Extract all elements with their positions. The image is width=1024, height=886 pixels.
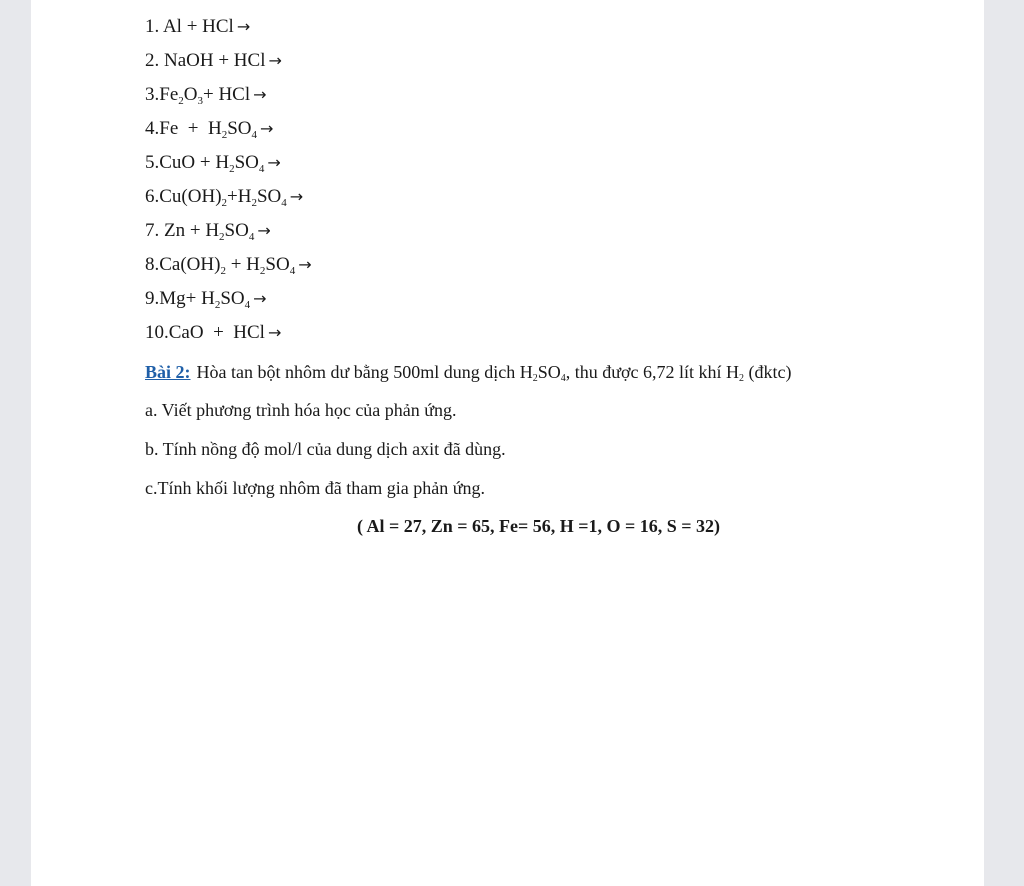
equation-text: Mg+ H	[159, 288, 215, 309]
subscript: 4	[281, 197, 287, 209]
equation-8	[145, 254, 312, 276]
equation-text: Fe	[159, 84, 179, 105]
equation-number: 6.	[145, 186, 160, 207]
equation-text: NaOH + HCl	[159, 50, 266, 71]
equation-10	[145, 322, 281, 344]
equation-number: 1.	[145, 16, 160, 37]
document-page	[31, 0, 984, 886]
arrow-icon: →	[253, 289, 267, 308]
equation-text: CaO + HCl	[168, 322, 265, 343]
subscript: 4	[560, 373, 566, 384]
arrow-icon: →	[253, 85, 267, 104]
equation-number: 2.	[145, 50, 160, 71]
subscript: 4	[244, 299, 251, 311]
exercise-2-text: SO	[537, 362, 561, 382]
equation-text: + H	[225, 254, 260, 275]
arrow-icon: →	[289, 187, 304, 206]
arrow-icon: →	[267, 153, 281, 172]
arrow-icon: →	[259, 119, 274, 138]
equation-9	[145, 288, 267, 310]
equation-3	[145, 84, 267, 106]
equation-number: 10.	[145, 322, 169, 343]
equation-text: SO	[224, 220, 249, 241]
subscript: 2	[251, 197, 257, 209]
equation-text: Cu(OH)	[159, 186, 222, 207]
subscript: 2	[532, 373, 538, 384]
equation-4	[145, 118, 273, 140]
equation-2	[145, 50, 282, 72]
equation-text: CuO + H	[159, 152, 230, 173]
equation-number: 9.	[145, 288, 160, 309]
question-a: a. Viết phương trình hóa học của phản ứng.	[145, 400, 457, 420]
subscript: 4	[289, 265, 296, 277]
equation-text: + HCl	[202, 84, 251, 105]
exercise-2-text: (đktc)	[744, 362, 792, 382]
equation-text: Ca(OH)	[159, 254, 221, 275]
exercise-2-label: Bài 2:	[145, 362, 191, 382]
equation-text: O	[183, 84, 198, 105]
arrow-icon: →	[236, 17, 251, 36]
subscript: 3	[197, 95, 203, 107]
arrow-icon: →	[268, 51, 282, 70]
equation-number: 7.	[145, 220, 160, 241]
equation-text: +H	[227, 186, 252, 207]
equation-text: SO	[265, 254, 290, 275]
subscript: 2	[214, 299, 221, 311]
equation-number: 8.	[145, 254, 160, 275]
subscript: 4	[251, 129, 257, 141]
subscript: 4	[248, 231, 255, 243]
subscript: 2	[259, 265, 266, 277]
equation-7	[145, 220, 271, 242]
subscript: 2	[220, 265, 226, 277]
equation-text: SO	[220, 288, 245, 309]
question-b: b. Tính nồng độ mol/l của dung dịch axit đã dùng.	[145, 439, 506, 459]
arrow-icon: →	[257, 221, 271, 240]
equation-number: 5.	[145, 152, 160, 173]
equation-1	[145, 16, 250, 38]
arrow-icon: →	[267, 323, 282, 342]
equation-number: 4.	[145, 118, 160, 139]
subscript: 2	[229, 163, 235, 175]
equation-text: SO	[234, 152, 259, 173]
equation-5	[145, 152, 281, 174]
subscript: 2	[739, 373, 745, 384]
equation-text: Fe + H	[159, 118, 222, 139]
equation-text: Al + HCl	[159, 16, 234, 37]
question-c: c.Tính khối lượng nhôm đã tham gia phản ứng.	[145, 478, 485, 498]
equation-text: Zn + H	[159, 220, 220, 241]
subscript: 2	[178, 95, 184, 107]
arrow-icon: →	[298, 255, 312, 274]
subscript: 2	[221, 129, 228, 141]
subscript: 4	[258, 163, 265, 175]
atomic-masses	[145, 515, 944, 537]
exercise-2-text: Hòa tan bột nhôm dư bằng 500ml dung dịch H	[196, 362, 533, 382]
exercise-2-statement	[145, 361, 792, 383]
equation-number: 3.	[145, 84, 160, 105]
subscript: 2	[221, 197, 228, 209]
equation-text: SO	[256, 186, 282, 207]
atomic-masses-text: ( Al = 27, Zn = 65, Fe= 56, H =1, O = 16, S = 32)	[356, 516, 721, 536]
exercise-2-text: , thu được 6,72 lít khí H	[565, 362, 740, 382]
equation-6	[145, 186, 303, 208]
equation-text: SO	[227, 118, 252, 139]
subscript: 2	[219, 231, 225, 243]
